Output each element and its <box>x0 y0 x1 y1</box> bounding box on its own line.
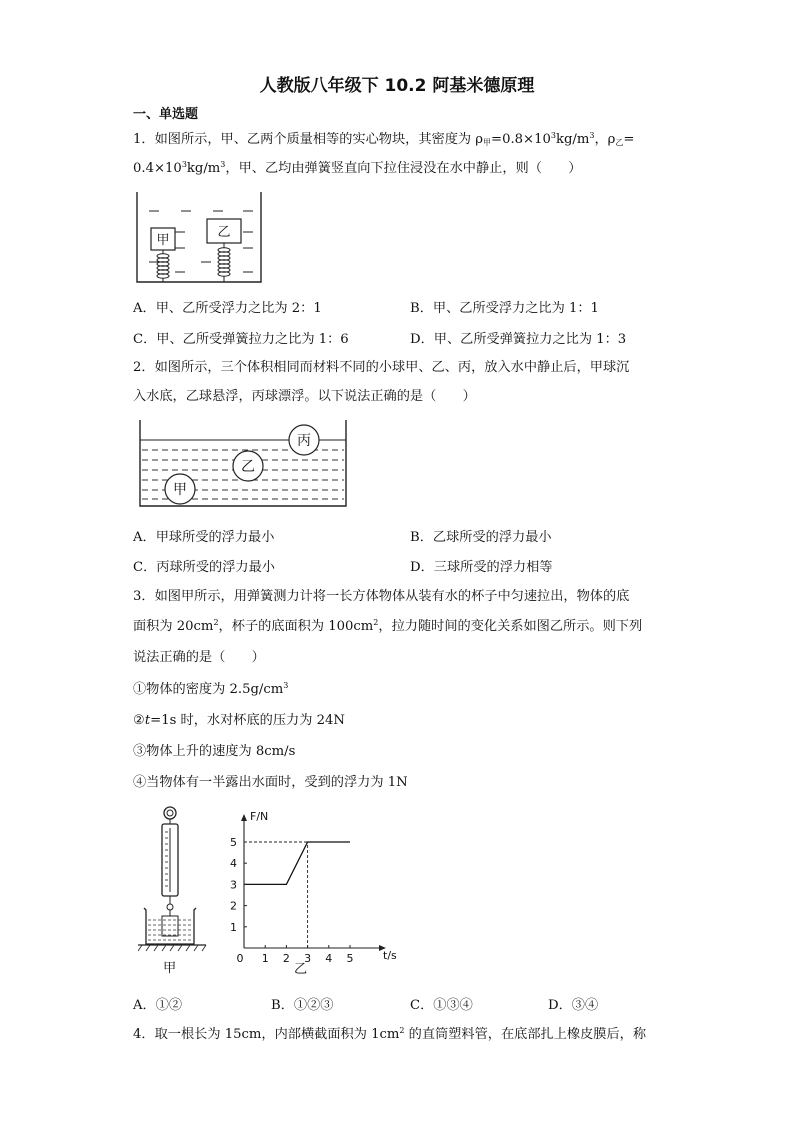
block-jia-label: 甲 <box>156 233 170 248</box>
q3-fig-yi-label: 乙 <box>294 962 308 977</box>
q3-option-b[interactable]: B．①②③ <box>271 998 334 1013</box>
q3-option-a[interactable]: A．①② <box>133 998 183 1013</box>
q1-figure <box>135 188 265 286</box>
chart-y-tick-label-4: 4 <box>230 857 237 871</box>
chart-y-tick-label-1: 1 <box>230 920 237 934</box>
q3-text-line2: 面积为 $20cm^2$，杯子的底面积为 $100cm^2$，拉力随时间的变化关系如图乙所示。则下列 <box>133 618 643 634</box>
q3-statement-4: ④当物体有一半露出水面时，受到的浮力为 1N <box>133 775 408 790</box>
chart-x-tick-label-2: 2 <box>282 952 290 964</box>
q1-text-line1: 1．如图所示，甲、乙两个质量相等的实心物块，其密度为 $\rho_甲=0.8\times 10^3kg/m^3$，$\rho_乙=$ <box>133 131 635 147</box>
q3-option-c[interactable]: C．①③④ <box>410 998 473 1013</box>
chart-ylabel: F/N <box>250 810 269 823</box>
q3-option-d[interactable]: D．③④ <box>548 998 599 1013</box>
chart-y-tick-label-5: 5 <box>230 836 237 849</box>
chart-x-tick-label-0: 0 <box>236 952 244 964</box>
chart-y-tick-label-3: 3 <box>230 878 237 892</box>
ball-bing-label: 丙 <box>297 433 311 449</box>
spring-yi <box>218 243 230 282</box>
chart-y-tick-label-2: 2 <box>230 899 237 913</box>
q3-statement-2: ②t=1s 时，水对杯底的压力为 24N <box>133 713 345 728</box>
spring-jia <box>157 250 169 282</box>
q3-statement-1: ①物体的密度为 $2.5g/cm^3$ <box>133 681 289 697</box>
chart-x-tick-label-4: 4 <box>325 952 333 964</box>
page-title: 人教版八年级下 10.2 阿基米德原理 <box>259 76 535 96</box>
chart-xlabel: t/s <box>383 949 397 962</box>
ball-yi-label: 乙 <box>241 459 255 475</box>
q2-text-line1: 2．如图所示，三个体积相同而材料不同的小球甲、乙、丙，放入水中静止后，甲球沉 <box>133 360 630 375</box>
chart-x-tick-label-1: 1 <box>261 952 269 964</box>
q3-chart <box>225 806 405 964</box>
q3-fig-jia-label: 甲 <box>163 961 177 976</box>
q3-statement-3: ③物体上升的速度为 8cm/s <box>133 744 296 759</box>
q1-option-d[interactable]: D．甲、乙所受弹簧拉力之比为 1：3 <box>410 332 627 347</box>
q1-text-line2: $0.4\times 10^3kg/m^3$，甲、乙均由弹簧竖直向下拉住浸没在水中静止，则（ ） <box>133 160 582 176</box>
chart-x-tick-label-5: 5 <box>346 952 354 964</box>
q3-text-line3: 说法正确的是（ ） <box>133 650 265 665</box>
chart-axes <box>241 814 386 951</box>
chart-series-line-0 <box>244 842 350 884</box>
q1-option-c[interactable]: C．甲、乙所受弹簧拉力之比为 1：6 <box>133 332 349 347</box>
q3-text-line1: 3．如图甲所示，用弹簧测力计将一长方体物体从装有水的杯子中匀速拉出，物体的底 <box>133 589 630 604</box>
q1-option-a[interactable]: A．甲、乙所受浮力之比为 2：1 <box>133 301 322 316</box>
q2-option-c[interactable]: C．丙球所受的浮力最小 <box>133 560 275 575</box>
q3-figure-jia <box>138 804 210 956</box>
block <box>162 916 178 936</box>
q1-option-b[interactable]: B．甲、乙所受浮力之比为 1：1 <box>410 301 599 316</box>
q2-text-line2: 入水底，乙球悬浮，丙球漂浮。以下说法正确的是（ ） <box>133 389 476 404</box>
q2-option-a[interactable]: A．甲球所受的浮力最小 <box>133 530 275 545</box>
q2-option-b[interactable]: B．乙球所受的浮力最小 <box>410 530 552 545</box>
ball-jia-label: 甲 <box>173 482 187 498</box>
q4-text-line1: 4．取一根长为 15cm，内部横截面积为 $1cm^2$ 的直筒塑料管，在底部扎上橡皮膜后，称 <box>133 1026 647 1042</box>
q2-figure <box>138 418 348 510</box>
block-yi-label: 乙 <box>217 225 231 240</box>
scale-top-ring <box>164 807 176 819</box>
chart-x-tick-label-3: 3 <box>304 952 312 964</box>
q2-option-d[interactable]: D．三球所受的浮力相等 <box>410 560 553 575</box>
section-heading: 一、单选题 <box>133 107 199 122</box>
